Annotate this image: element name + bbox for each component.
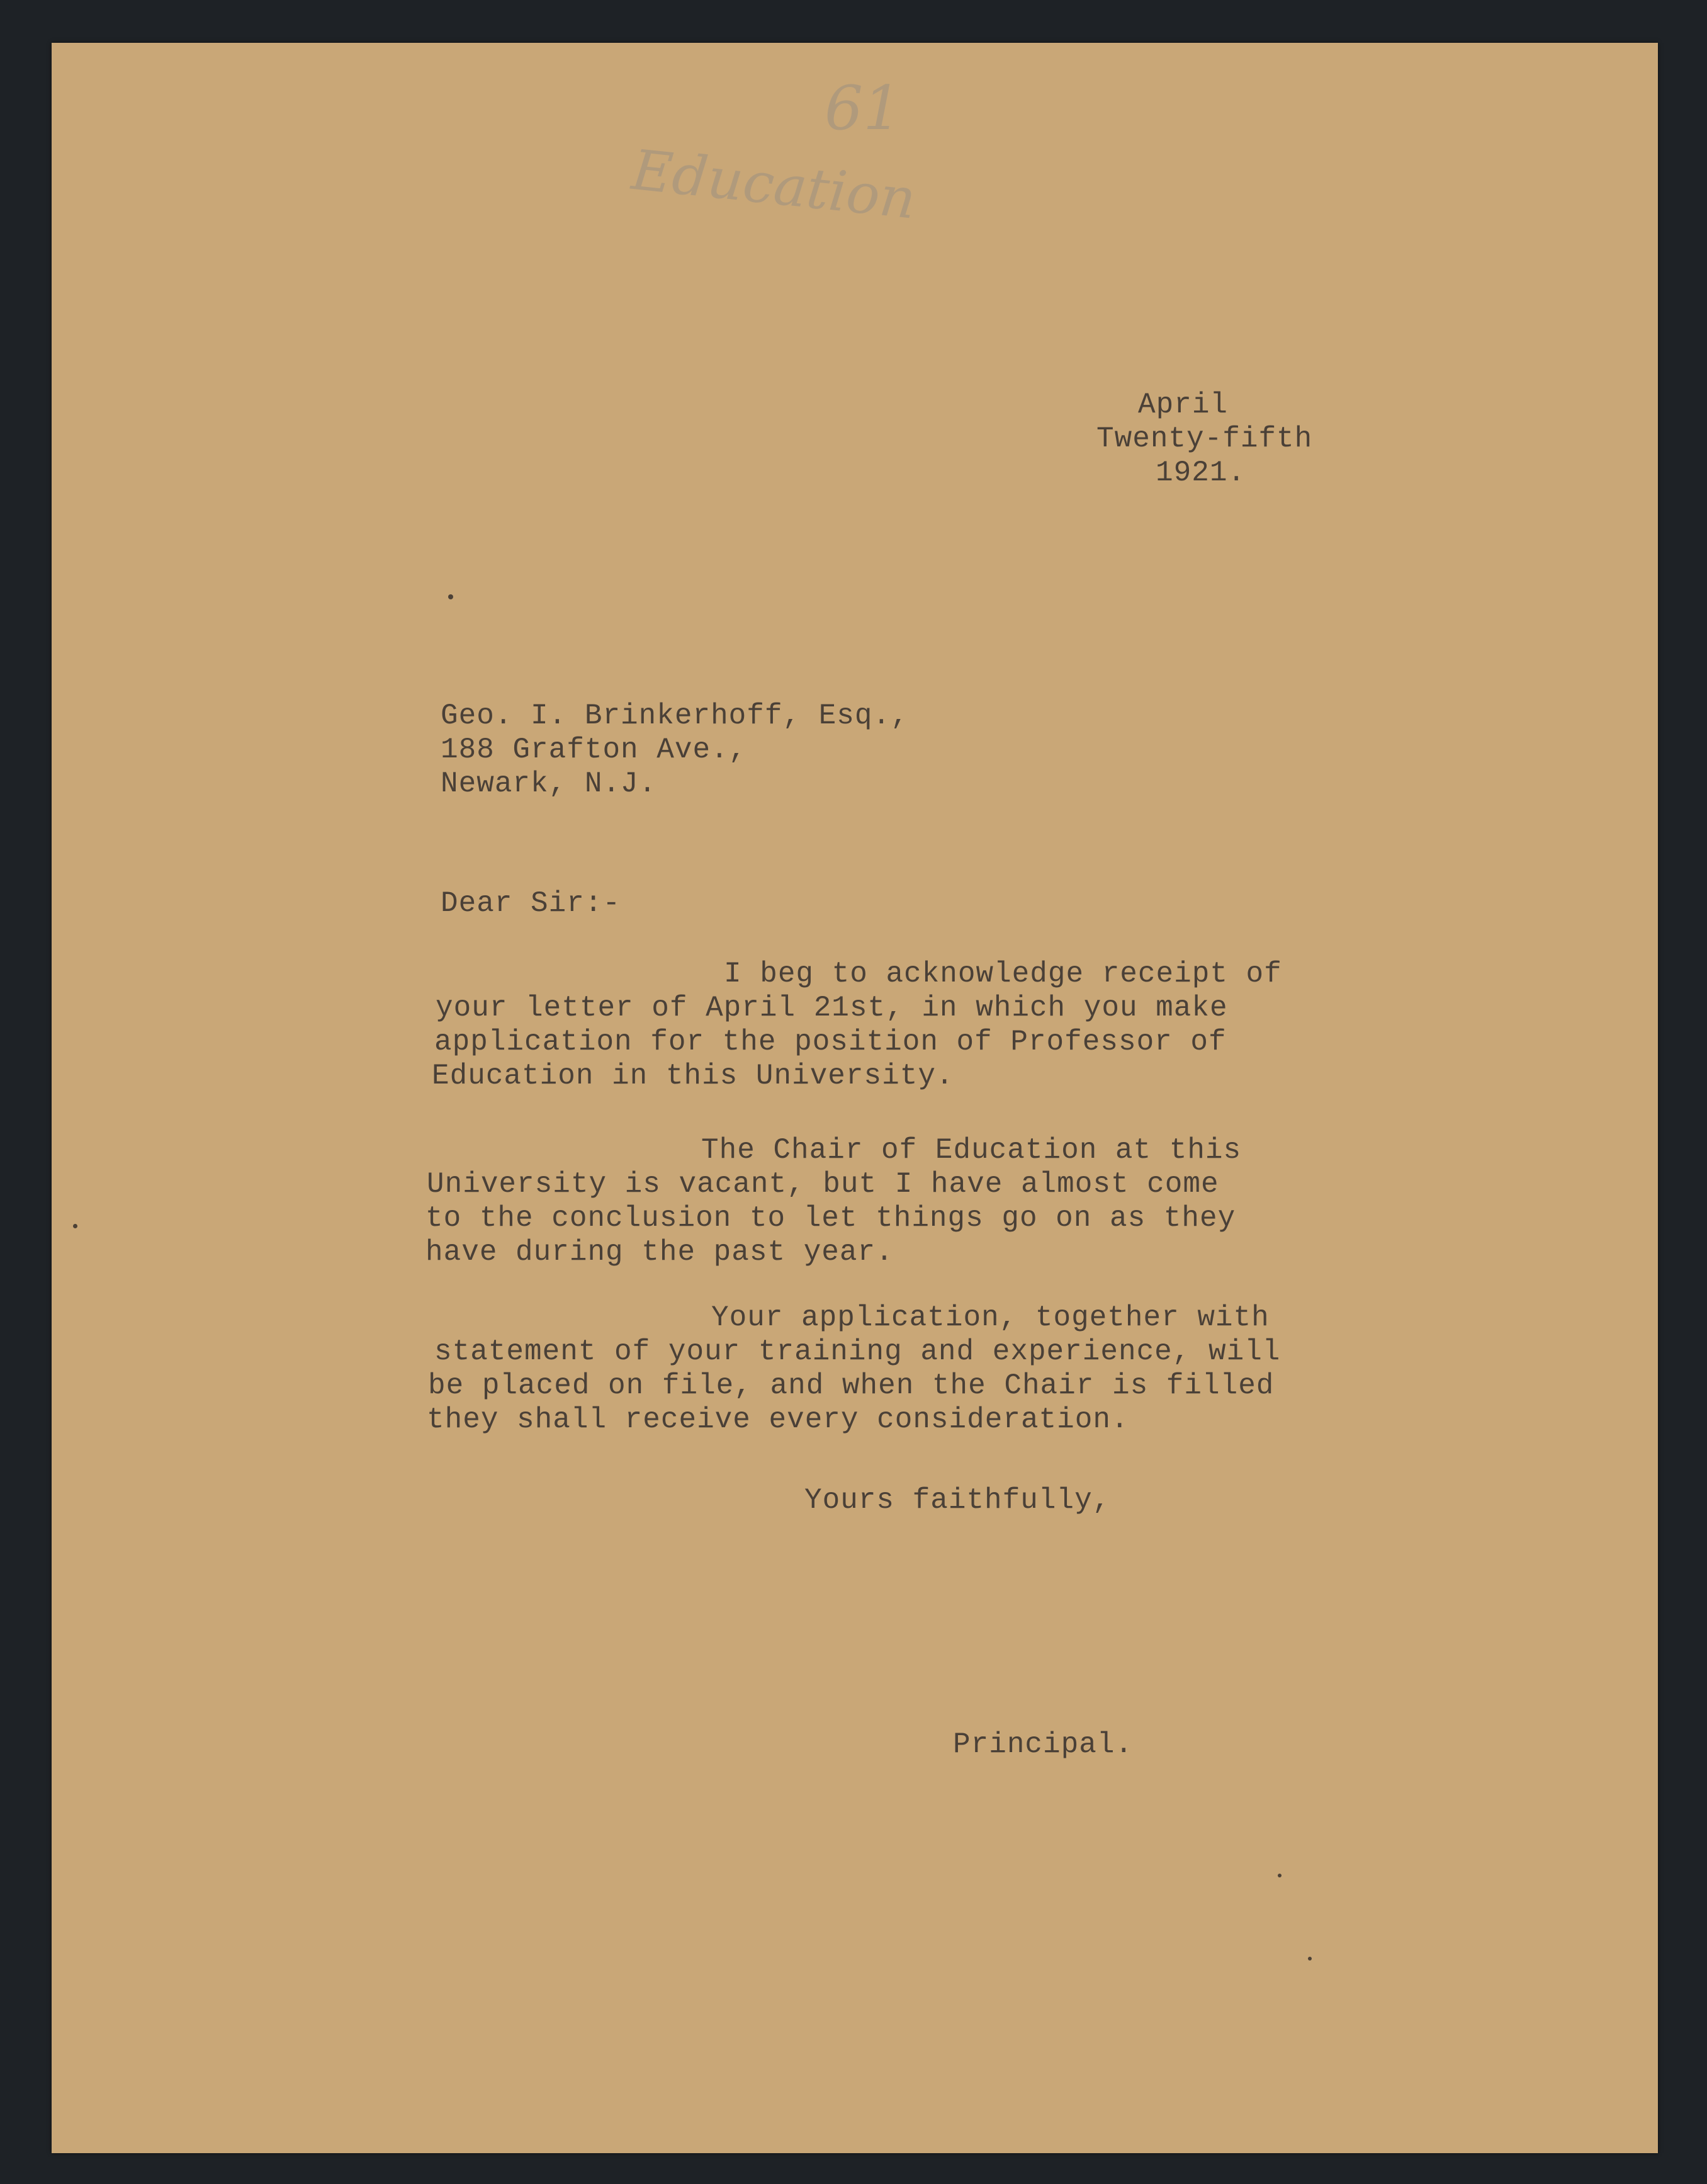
body-line: your letter of April 21st, in which you make — [436, 992, 1228, 1024]
recipient-line: 188 Grafton Ave., — [441, 733, 747, 766]
body-line: The Chair of Education at this — [701, 1134, 1242, 1167]
ink-speck — [73, 1224, 77, 1228]
date-line: Twenty-fifth — [1096, 422, 1313, 455]
ink-speck — [1308, 1957, 1312, 1961]
body-line: University is vacant, but I have almost come — [427, 1168, 1219, 1201]
recipient-line: Geo. I. Brinkerhoff, Esq., — [441, 699, 909, 732]
body-line: they shall receive every consideration. — [427, 1403, 1129, 1436]
body-line: application for the position of Professor of — [434, 1026, 1227, 1058]
ink-speck — [1278, 1874, 1282, 1877]
body-line: have during the past year. — [425, 1236, 894, 1269]
date-line: April — [1138, 388, 1229, 421]
recipient-line: Newark, N.J. — [441, 767, 657, 800]
date-line: 1921. — [1156, 456, 1246, 489]
closing: Yours faithfully, — [804, 1484, 1111, 1517]
body-line: I beg to acknowledge receipt of — [724, 958, 1282, 990]
body-line: be placed on file, and when the Chair is filled — [428, 1369, 1275, 1402]
ink-speck — [448, 594, 453, 599]
body-line: to the conclusion to let things go on as they — [425, 1202, 1236, 1235]
body-line: statement of your training and experience, will — [434, 1335, 1281, 1368]
body-line: Your application, together with — [711, 1301, 1270, 1334]
signature-title: Principal. — [953, 1728, 1134, 1761]
salutation: Dear Sir:- — [441, 887, 621, 920]
folio-number: 61 — [825, 73, 902, 144]
body-line: Education in this University. — [432, 1060, 954, 1092]
letter-sheet — [52, 43, 1658, 2153]
subject-note: Education — [629, 137, 919, 232]
